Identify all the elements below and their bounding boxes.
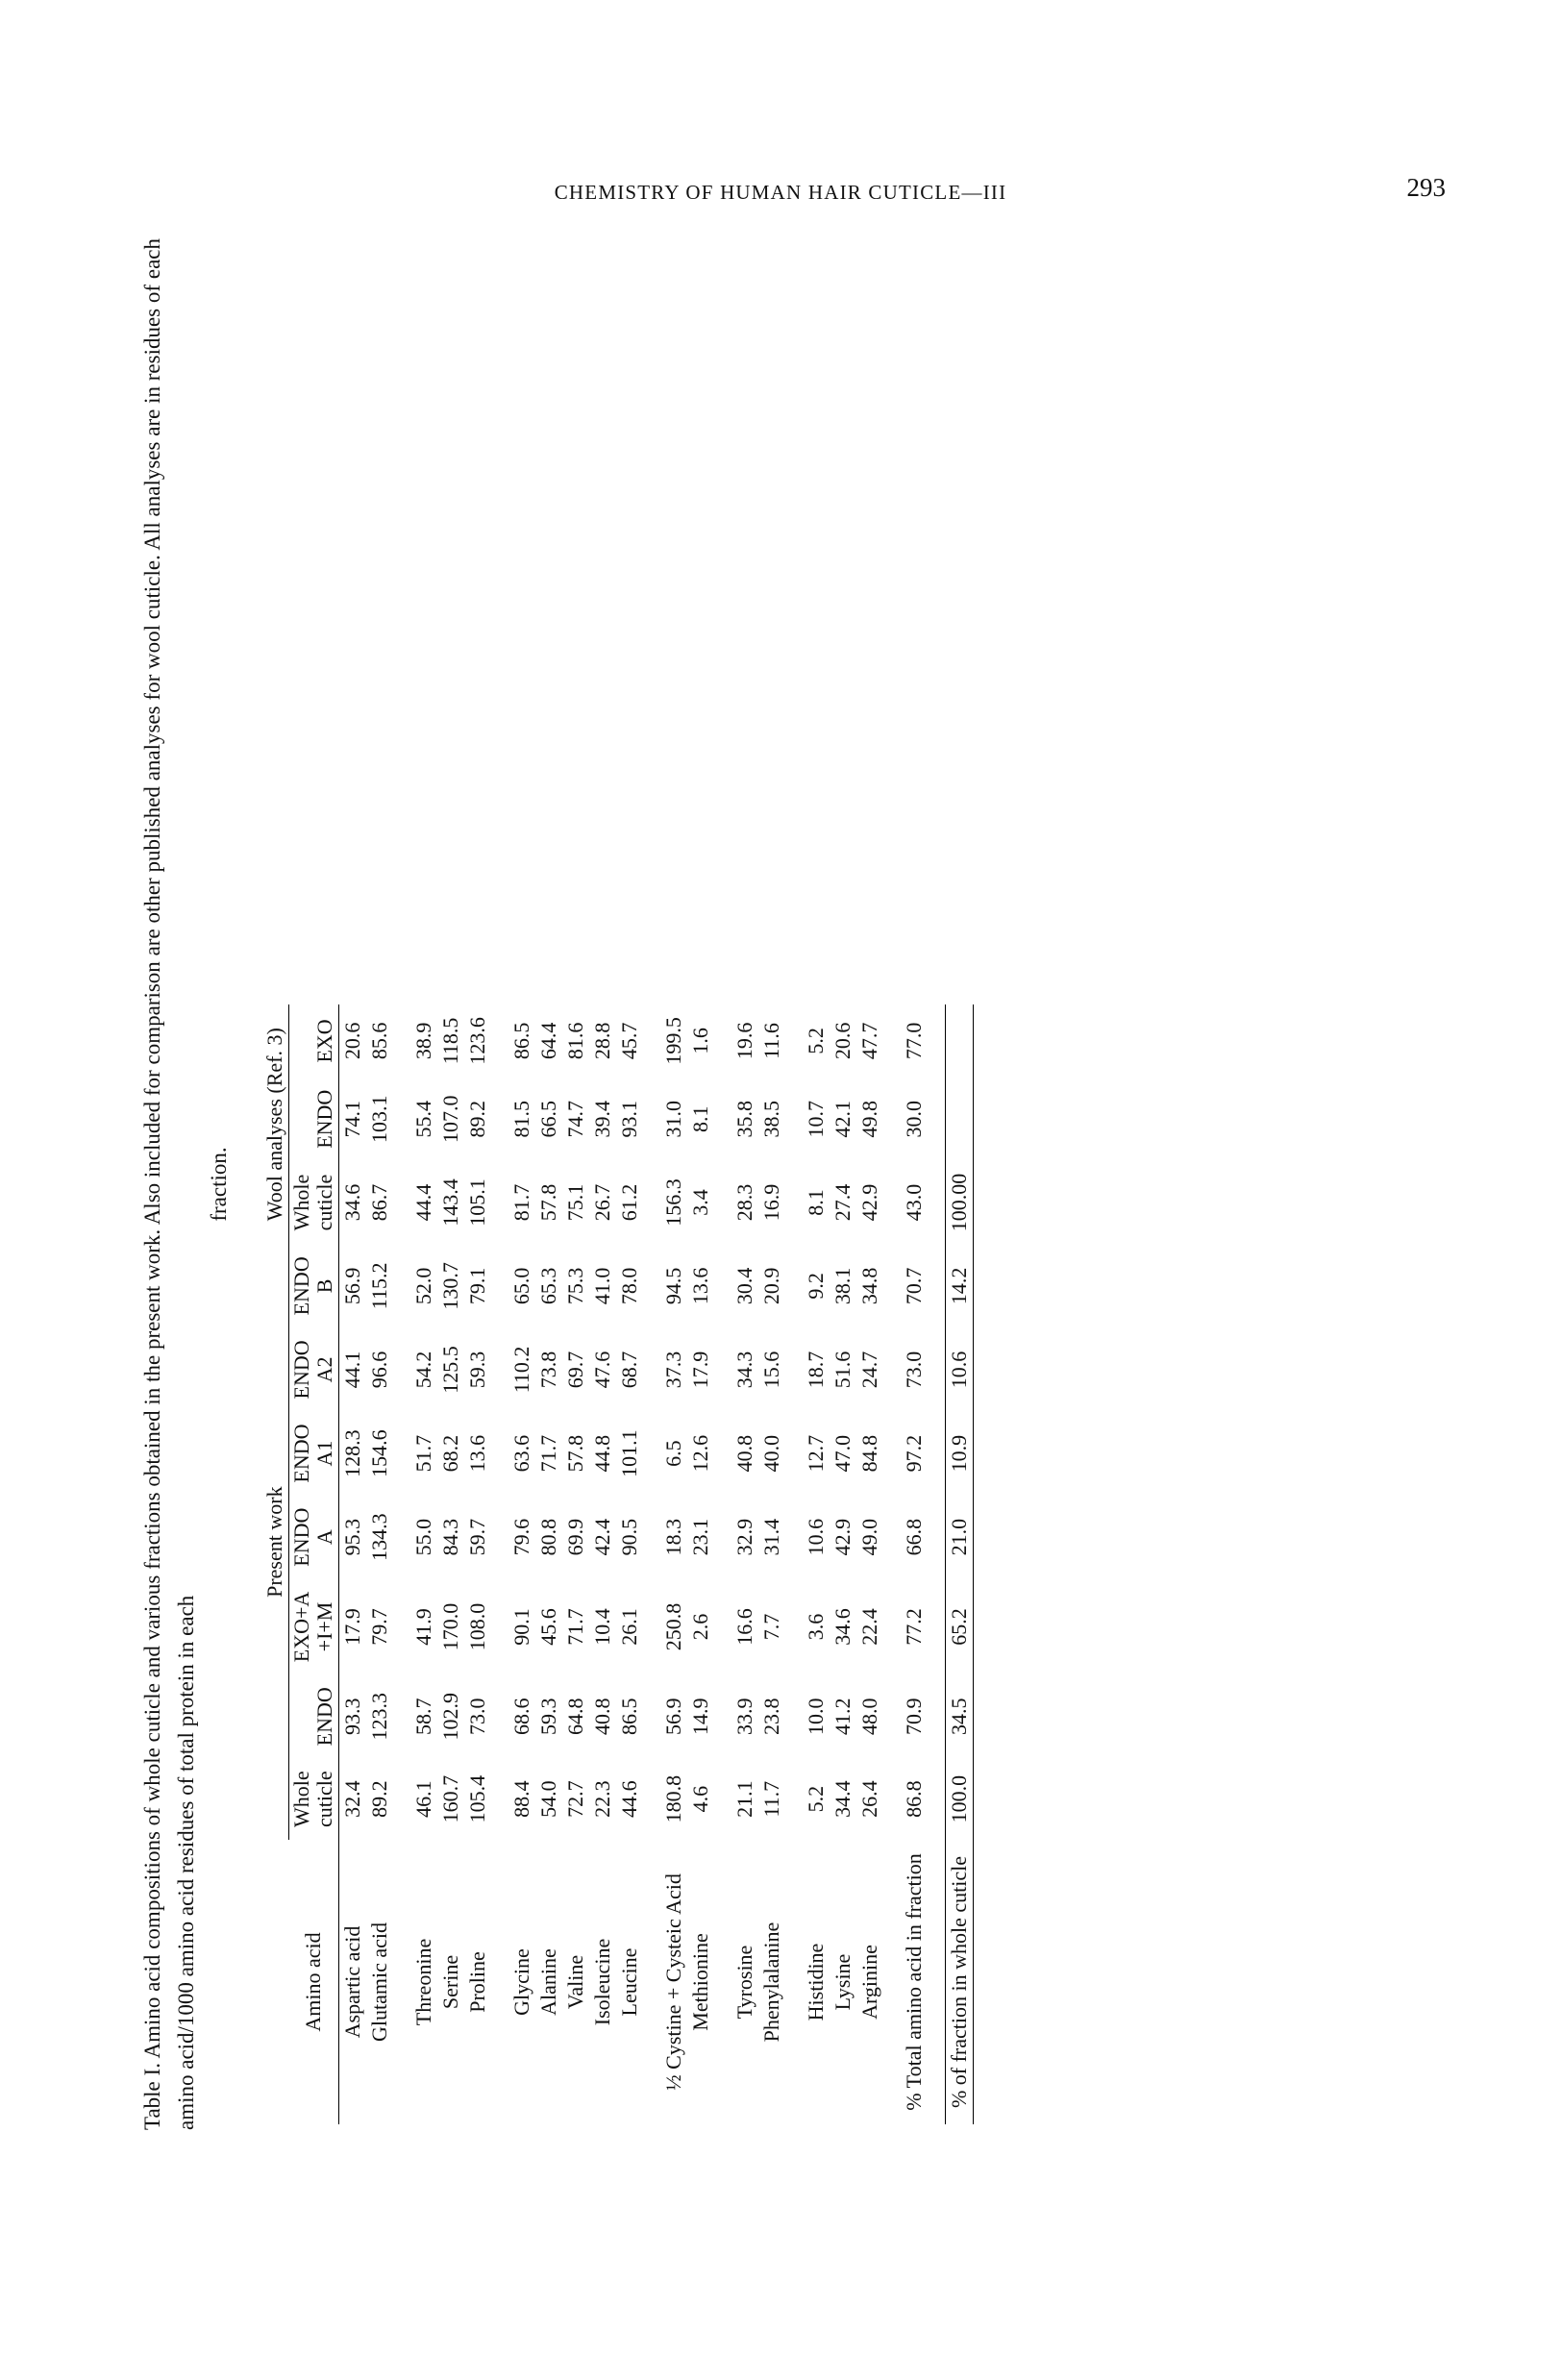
table-cell: 102.9	[437, 1693, 462, 1741]
table-cell: 46.1	[410, 1780, 435, 1818]
table-cell: 47.0	[830, 1434, 855, 1473]
table-cell: 38.1	[830, 1267, 855, 1305]
table-cell: 23.8	[758, 1698, 783, 1736]
table-cell: 45.7	[616, 1022, 641, 1060]
table-row	[366, 1004, 393, 2124]
table-cell: 199.5	[660, 1017, 685, 1065]
table-cell: 1.6	[687, 1028, 712, 1054]
table-row	[562, 1004, 589, 2124]
table-cell: 43.0	[901, 1183, 926, 1222]
table-cell: 18.3	[660, 1518, 685, 1556]
table-cell: 32.4	[339, 1780, 364, 1818]
table-cell: 30.4	[731, 1267, 756, 1305]
table-cell: 107.0	[437, 1095, 462, 1143]
table-cell: 11.6	[758, 1023, 783, 1059]
column-header-row	[288, 1004, 338, 2124]
table-cell: 72.7	[562, 1780, 587, 1818]
table-cell: 64.4	[535, 1022, 560, 1060]
table-cell: 42.9	[856, 1183, 881, 1222]
table-cell: 90.1	[508, 1608, 533, 1646]
table-cell: 10.6	[945, 1327, 973, 1411]
row-label: Alanine	[535, 1948, 560, 2016]
table-cell: 14.2	[945, 1244, 973, 1327]
table-cell: 125.5	[437, 1346, 462, 1394]
table-cell: 69.7	[562, 1351, 587, 1389]
col-header-endo-b	[288, 1244, 338, 1327]
table-cell: 97.2	[901, 1434, 926, 1473]
row-label: Glycine	[508, 1948, 533, 2016]
group-spacer-cell	[491, 1004, 508, 2124]
col-header-endo-a2	[288, 1327, 338, 1411]
stub-header: Amino acid	[288, 1840, 338, 2124]
table-cell: 10.4	[589, 1608, 614, 1646]
table-cell: 95.3	[339, 1518, 364, 1556]
table-cell: 86.5	[508, 1022, 533, 1060]
table-cell: 16.6	[731, 1608, 756, 1646]
row-label: Phenylalanine	[758, 1921, 783, 2043]
table-cell: 27.4	[830, 1183, 855, 1222]
table-cell: 26.4	[856, 1780, 881, 1818]
table-cell: 10.9	[945, 1412, 973, 1496]
table-cell: 32.9	[731, 1518, 756, 1556]
table-cell: 59.3	[464, 1351, 489, 1389]
table-cell: 128.3	[339, 1429, 364, 1477]
row-label: Histidine	[803, 1943, 828, 2021]
table-cell: 26.7	[589, 1183, 614, 1222]
table-cell: 56.9	[339, 1267, 364, 1305]
table-cell: 77.2	[901, 1608, 926, 1646]
table-cell: 115.2	[366, 1262, 391, 1310]
table-cell: 41.2	[830, 1698, 855, 1736]
table-cell: 31.0	[660, 1100, 685, 1138]
group-spacer-row	[643, 1004, 660, 2124]
table-cell: 39.4	[589, 1100, 614, 1138]
table-row	[803, 1004, 830, 2124]
table-cell: 100.00	[945, 1161, 973, 1245]
group-spacer-cell	[928, 1004, 946, 2124]
row-label: Arginine	[856, 1945, 881, 2020]
table-cell: 37.3	[660, 1351, 685, 1389]
table-cell: 42.4	[589, 1518, 614, 1556]
table-cell: 8.1	[803, 1189, 828, 1216]
table-cell: 160.7	[437, 1774, 462, 1823]
col-header-endo-a1	[288, 1412, 338, 1496]
row-label: ½ Cystine + Cysteic Acid	[660, 1873, 685, 2091]
table-cell: 84.3	[437, 1518, 462, 1556]
table-cell: 68.6	[508, 1698, 533, 1736]
col-header-bottom: A2	[312, 1356, 337, 1383]
table-cell: 34.8	[856, 1267, 881, 1305]
table-cell: 156.3	[660, 1178, 685, 1227]
table-row	[410, 1004, 437, 2124]
table-cell: 110.2	[508, 1346, 533, 1394]
table-cell: 70.7	[901, 1267, 926, 1305]
table-cell: 86.7	[366, 1183, 391, 1222]
table-cell: 65.0	[508, 1267, 533, 1305]
table-cell	[945, 1004, 973, 1078]
row-label: % Total amino acid in fraction	[901, 1853, 926, 2111]
table-cell: 17.9	[339, 1608, 364, 1646]
col-header-top: ENDO	[288, 1424, 313, 1483]
table-cell: 20.6	[830, 1022, 855, 1060]
group-spacer-cell	[714, 1004, 731, 2124]
group-spacer-cell	[393, 1004, 410, 2124]
col-header-exo-wool	[288, 1004, 338, 1078]
table-caption-last-line: fraction.	[207, 1147, 231, 1222]
table-cell: 47.7	[856, 1022, 881, 1060]
table-cell: 68.7	[616, 1351, 641, 1389]
table-cell: 59.3	[535, 1698, 560, 1736]
row-label: Methionine	[687, 1933, 712, 2031]
table-cell: 28.3	[731, 1183, 756, 1222]
table-cell: 78.0	[616, 1267, 641, 1305]
table-cell: 13.6	[687, 1267, 712, 1305]
table-row	[945, 1004, 973, 2124]
table-cell: 48.0	[856, 1698, 881, 1736]
table-row	[464, 1004, 491, 2124]
group-header-present-work: Present work	[261, 1244, 289, 1840]
table-cell: 12.7	[803, 1434, 828, 1473]
table-cell: 8.1	[687, 1105, 712, 1132]
table-cell: 77.0	[901, 1022, 926, 1060]
page-number: 293	[1406, 173, 1446, 202]
table-row	[731, 1004, 758, 2124]
group-spacer-row	[393, 1004, 410, 2124]
table-cell: 10.7	[803, 1100, 828, 1138]
group-spacer-cell	[643, 1004, 660, 2124]
group-header-stub	[261, 1840, 289, 2124]
table-row	[589, 1004, 616, 2124]
table-row	[535, 1004, 562, 2124]
table-cell: 38.9	[410, 1022, 435, 1060]
table-cell: 250.8	[660, 1602, 685, 1651]
table-cell: 101.1	[616, 1429, 641, 1477]
table-caption-text: Table I. Amino acid compositions of whole cuticle and various fractions obtained in the present work. Also included for comparison are other published analyses for wool cuticle. All analyses are in residues of each amino acid/1000 amino acid residues of total protein in each	[140, 238, 198, 2130]
table-cell: 47.6	[589, 1351, 614, 1389]
table-cell: 130.7	[437, 1262, 462, 1310]
col-header-top: ENDO	[288, 1256, 313, 1316]
table-cell: 31.4	[758, 1518, 783, 1556]
table-cell: 134.3	[366, 1513, 391, 1561]
table-cell: 66.8	[901, 1518, 926, 1556]
table-cell: 21.1	[731, 1780, 756, 1818]
col-header-bottom: A1	[312, 1440, 337, 1467]
col-header-top: EXO+A	[288, 1591, 313, 1663]
table-cell: 44.4	[410, 1183, 435, 1222]
table-cell: 81.6	[562, 1022, 587, 1060]
table-cell: 12.6	[687, 1434, 712, 1473]
col-header-bottom: +I+M	[312, 1601, 337, 1652]
table-cell: 51.7	[410, 1434, 435, 1473]
table-cell: 54.2	[410, 1351, 435, 1389]
table-cell: 66.5	[535, 1100, 560, 1138]
group-spacer-row	[714, 1004, 731, 2124]
table-cell: 34.6	[830, 1608, 855, 1646]
table-cell: 88.4	[508, 1780, 533, 1818]
table-cell: 38.5	[758, 1100, 783, 1138]
table-cell: 89.2	[464, 1100, 489, 1138]
table-cell: 20.9	[758, 1267, 783, 1305]
table-cell: 5.2	[803, 1785, 828, 1813]
table-cell: 30.0	[901, 1100, 926, 1138]
row-label: Proline	[464, 1951, 489, 2013]
table-row	[508, 1004, 535, 2124]
table-cell: 40.8	[589, 1698, 614, 1736]
table-cell: 74.1	[339, 1100, 364, 1138]
table-cell: 170.0	[437, 1602, 462, 1651]
table-cell: 64.8	[562, 1698, 587, 1736]
col-header-bottom: cuticle	[312, 1771, 337, 1827]
col-header-bottom: ENDO	[312, 1089, 337, 1149]
row-label: Aspartic acid	[339, 1925, 364, 2039]
col-header-top: Whole	[288, 1174, 313, 1231]
table-cell: 71.7	[535, 1434, 560, 1473]
table-cell: 108.0	[464, 1602, 489, 1651]
table-cell: 22.3	[589, 1780, 614, 1818]
col-header-whole-cuticle-pw	[288, 1758, 338, 1840]
table-cell: 57.8	[535, 1183, 560, 1222]
table-cell: 105.4	[464, 1774, 489, 1823]
table-cell: 35.8	[731, 1100, 756, 1138]
table-cell: 81.7	[508, 1183, 533, 1222]
table-cell: 26.1	[616, 1608, 641, 1646]
table-cell: 54.0	[535, 1780, 560, 1818]
table-cell: 96.6	[366, 1351, 391, 1389]
table-cell: 41.0	[589, 1267, 614, 1305]
table-cell: 11.7	[758, 1780, 783, 1818]
table-cell: 100.0	[945, 1758, 973, 1840]
running-head: CHEMISTRY OF HUMAN HAIR CUTICLE—III	[554, 181, 1007, 204]
table-cell: 80.8	[535, 1518, 560, 1556]
table-cell: 5.2	[803, 1028, 828, 1054]
table-cell: 93.1	[616, 1100, 641, 1138]
table-cell: 55.0	[410, 1518, 435, 1556]
table-cell: 118.5	[437, 1017, 462, 1065]
group-spacer-row	[785, 1004, 803, 2124]
table-caption	[136, 238, 236, 2130]
table-cell: 75.3	[562, 1267, 587, 1305]
table-cell: 33.9	[731, 1698, 756, 1736]
table-cell: 81.5	[508, 1100, 533, 1138]
table-cell: 85.6	[366, 1022, 391, 1060]
row-label: Valine	[562, 1954, 587, 2010]
table-row	[901, 1004, 928, 2124]
amino-acid-table	[261, 1004, 974, 2124]
table-cell: 93.3	[339, 1698, 364, 1736]
table-cell: 123.3	[366, 1693, 391, 1741]
table-cell: 49.0	[856, 1518, 881, 1556]
table-cell: 45.6	[535, 1608, 560, 1646]
table-cell: 71.7	[562, 1608, 587, 1646]
table-cell: 34.4	[830, 1780, 855, 1818]
table-cell: 58.7	[410, 1698, 435, 1736]
group-spacer-row	[928, 1004, 946, 2124]
table-cell: 4.6	[687, 1785, 712, 1813]
col-header-bottom: A	[312, 1529, 337, 1546]
table-cell: 70.9	[901, 1698, 926, 1736]
table-cell: 63.6	[508, 1434, 533, 1473]
table-cell: 22.4	[856, 1608, 881, 1646]
table-cell: 79.6	[508, 1518, 533, 1556]
table-cell: 34.6	[339, 1183, 364, 1222]
col-header-exo-a-i-m	[288, 1579, 338, 1675]
table-cell: 15.6	[758, 1351, 783, 1389]
table-cell: 65.2	[945, 1579, 973, 1675]
table-row	[830, 1004, 856, 2124]
table-cell: 17.9	[687, 1351, 712, 1389]
row-label: Tyrosine	[731, 1945, 756, 2020]
table-cell: 41.9	[410, 1608, 435, 1646]
table-cell: 3.6	[803, 1613, 828, 1641]
table-cell: 74.7	[562, 1100, 587, 1138]
col-header-whole-cuticle-wool	[288, 1161, 338, 1245]
table-cell: 7.7	[758, 1613, 783, 1641]
table-cell: 14.9	[687, 1698, 712, 1736]
table-row	[856, 1004, 883, 2124]
table-cell: 21.0	[945, 1496, 973, 1579]
col-header-top: ENDO	[288, 1507, 313, 1567]
col-header-top: Whole	[288, 1771, 313, 1827]
table-body	[338, 1004, 973, 2124]
table-cell: 28.8	[589, 1022, 614, 1060]
table-cell: 103.1	[366, 1095, 391, 1143]
col-header-endo-a	[288, 1496, 338, 1579]
table-row	[338, 1004, 366, 2124]
table-cell: 40.8	[731, 1434, 756, 1473]
row-label: Serine	[437, 1954, 462, 2010]
table-cell: 154.6	[366, 1429, 391, 1477]
table-cell: 34.3	[731, 1351, 756, 1389]
table-cell: 79.7	[366, 1608, 391, 1646]
table-cell: 56.9	[660, 1698, 685, 1736]
table-cell: 143.4	[437, 1178, 462, 1227]
row-label: Leucine	[616, 1947, 641, 2017]
group-spacer-row	[491, 1004, 508, 2124]
table-cell: 55.4	[410, 1100, 435, 1138]
table-cell: 44.1	[339, 1351, 364, 1389]
table-cell: 20.6	[339, 1022, 364, 1060]
table-cell: 89.2	[366, 1780, 391, 1818]
table-cell: 42.1	[830, 1100, 855, 1138]
table-cell: 61.2	[616, 1183, 641, 1222]
group-spacer-cell	[785, 1004, 803, 2124]
table-cell: 52.0	[410, 1267, 435, 1305]
group-header-wool-analyses: Wool analyses (Ref. 3)	[261, 1004, 289, 1244]
table-cell: 2.6	[687, 1613, 712, 1641]
table-cell: 68.2	[437, 1434, 462, 1473]
table-cell: 49.8	[856, 1100, 881, 1138]
row-label: Lysine	[830, 1953, 855, 2011]
table-cell: 16.9	[758, 1183, 783, 1222]
table-cell: 10.6	[803, 1518, 828, 1556]
table-cell: 123.6	[464, 1017, 489, 1065]
table-cell: 69.9	[562, 1518, 587, 1556]
group-spacer-row	[883, 1004, 901, 2124]
table-cell: 40.0	[758, 1434, 783, 1473]
col-header-bottom: EXO	[312, 1019, 337, 1063]
table-cell: 84.8	[856, 1434, 881, 1473]
table-cell: 90.5	[616, 1518, 641, 1556]
col-header-bottom: ENDO	[312, 1687, 337, 1747]
table-cell: 34.5	[945, 1674, 973, 1758]
table-row	[437, 1004, 464, 2124]
table-cell: 44.8	[589, 1434, 614, 1473]
col-header-bottom: B	[312, 1278, 337, 1294]
table-head	[261, 1004, 339, 2124]
table-cell: 57.8	[562, 1434, 587, 1473]
group-spacer-cell	[883, 1004, 901, 2124]
table-row	[616, 1004, 643, 2124]
table-cell: 13.6	[464, 1434, 489, 1473]
table-cell: 24.7	[856, 1351, 881, 1389]
table-cell: 19.6	[731, 1022, 756, 1060]
table-cell: 42.9	[830, 1518, 855, 1556]
table-row	[660, 1004, 687, 2124]
table-cell: 73.0	[901, 1351, 926, 1389]
table-cell	[945, 1078, 973, 1161]
col-header-endo-wool	[288, 1078, 338, 1161]
row-label: % of fraction in whole cuticle	[945, 1840, 973, 2124]
table-row	[758, 1004, 785, 2124]
table-cell: 86.5	[616, 1698, 641, 1736]
table-cell: 73.8	[535, 1351, 560, 1389]
table-cell: 59.7	[464, 1518, 489, 1556]
table-cell: 105.1	[464, 1178, 489, 1227]
table-cell: 18.7	[803, 1351, 828, 1389]
col-header-bottom: cuticle	[312, 1174, 337, 1231]
table-cell: 6.5	[660, 1440, 685, 1467]
group-header-row	[261, 1004, 289, 2124]
table-cell: 180.8	[660, 1774, 685, 1823]
table-cell: 51.6	[830, 1351, 855, 1389]
table-cell: 44.6	[616, 1780, 641, 1818]
table-cell: 79.1	[464, 1267, 489, 1305]
row-label: Glutamic acid	[366, 1922, 391, 2043]
table-cell: 94.5	[660, 1267, 685, 1305]
table-cell: 73.0	[464, 1698, 489, 1736]
table-row	[687, 1004, 714, 2124]
table-cell: 65.3	[535, 1267, 560, 1305]
table-cell: 86.8	[901, 1780, 926, 1818]
col-header-endo	[288, 1674, 338, 1758]
table-cell: 9.2	[803, 1273, 828, 1300]
row-label: Threonine	[410, 1938, 435, 2026]
table-cell: 23.1	[687, 1518, 712, 1556]
col-header-top: ENDO	[288, 1340, 313, 1400]
table-cell: 10.0	[803, 1698, 828, 1736]
table-cell: 75.1	[562, 1183, 587, 1222]
row-label: Isoleucine	[589, 1938, 614, 2026]
table-cell: 3.4	[687, 1189, 712, 1216]
